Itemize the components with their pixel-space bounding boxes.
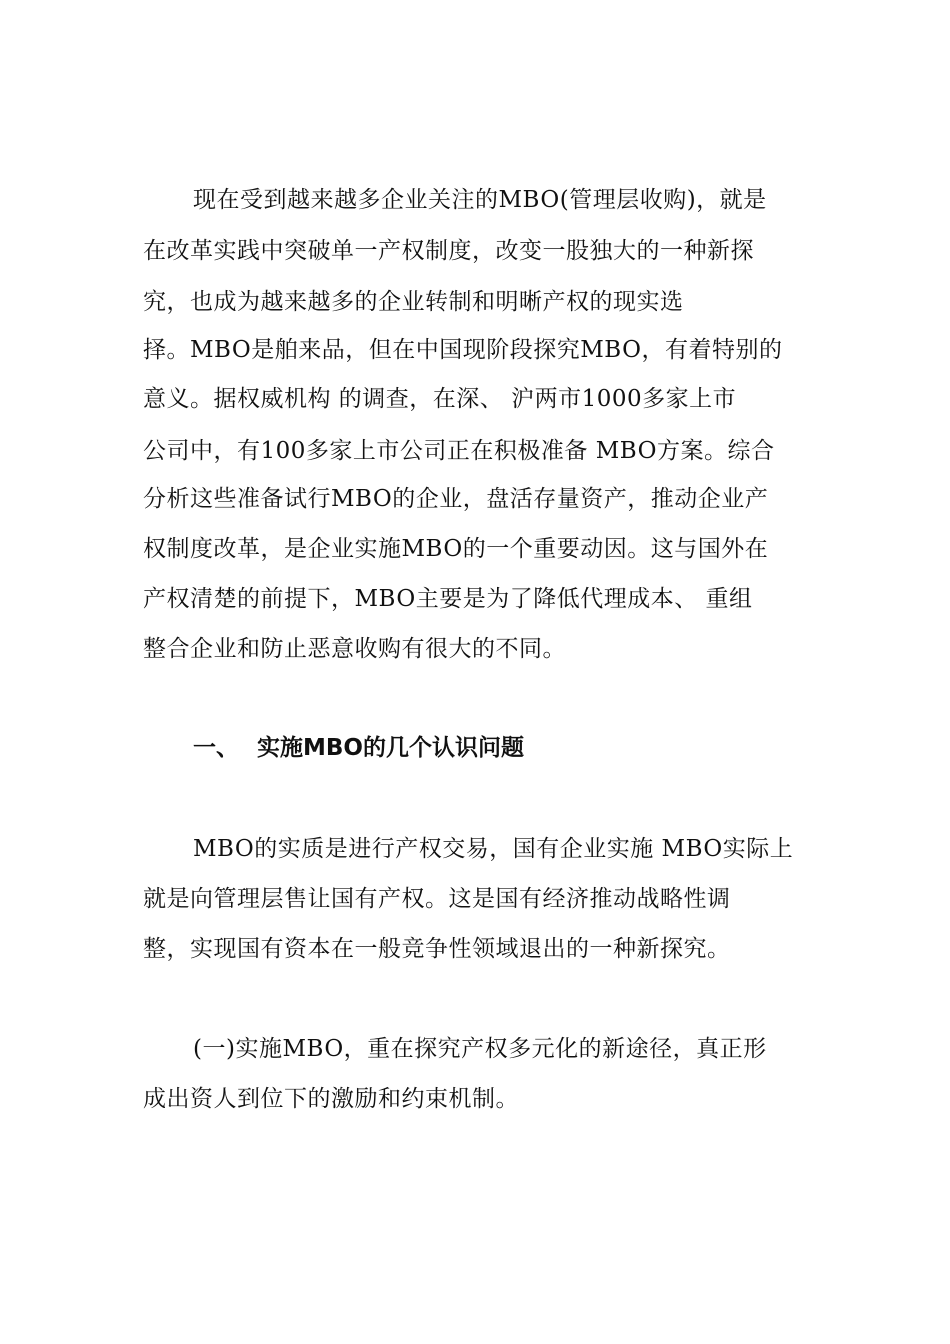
intro-line: 究，也成为越来越多的企业转制和明晰产权的现实选 (143, 289, 684, 315)
intro-line: 整合企业和防止恶意收购有很大的不同。 (143, 636, 566, 662)
section-title: 实施MBO的几个认识问题 (257, 735, 524, 761)
intro-line: 现在受到越来越多企业关注的MBO(管理层收购)，就是 (193, 187, 767, 213)
paragraph-line: 整，实现国有资本在一般竞争性领域退出的一种新探究。 (143, 936, 731, 962)
section-number: 一、 (193, 735, 239, 761)
paragraph-line: (一)实施MBO，重在探究产权多元化的新途径，真正形 (193, 1036, 767, 1062)
intro-line: 产权清楚的前提下，MBO主要是为了降低代理成本、 重组 (143, 586, 753, 612)
paragraph-line: 就是向管理层售让国有产权。这是国有经济推动战略性调 (143, 886, 731, 912)
section-heading (193, 732, 524, 764)
intro-line: 公司中，有100多家上市公司正在积极准备 MBO方案。综合 (143, 438, 775, 464)
intro-line: 择。MBO是舶来品，但在中国现阶段探究MBO，有着特别的 (143, 337, 783, 363)
intro-line: 权制度改革，是企业实施MBO的一个重要动因。这与国外在 (143, 536, 769, 562)
intro-line: 意义。据权威机构 的调查，在深、 沪两市1000多家上市 (143, 386, 737, 412)
intro-line: 分析这些准备试行MBO的企业，盘活存量资产，推动企业产 (143, 486, 769, 512)
intro-line: 在改革实践中突破单一产权制度，改变一股独大的一种新探 (143, 238, 754, 264)
paragraph-line: 成出资人到位下的激励和约束机制。 (143, 1086, 519, 1112)
paragraph-line: MBO的实质是进行产权交易，国有企业实施 MBO实际上 (193, 836, 794, 862)
